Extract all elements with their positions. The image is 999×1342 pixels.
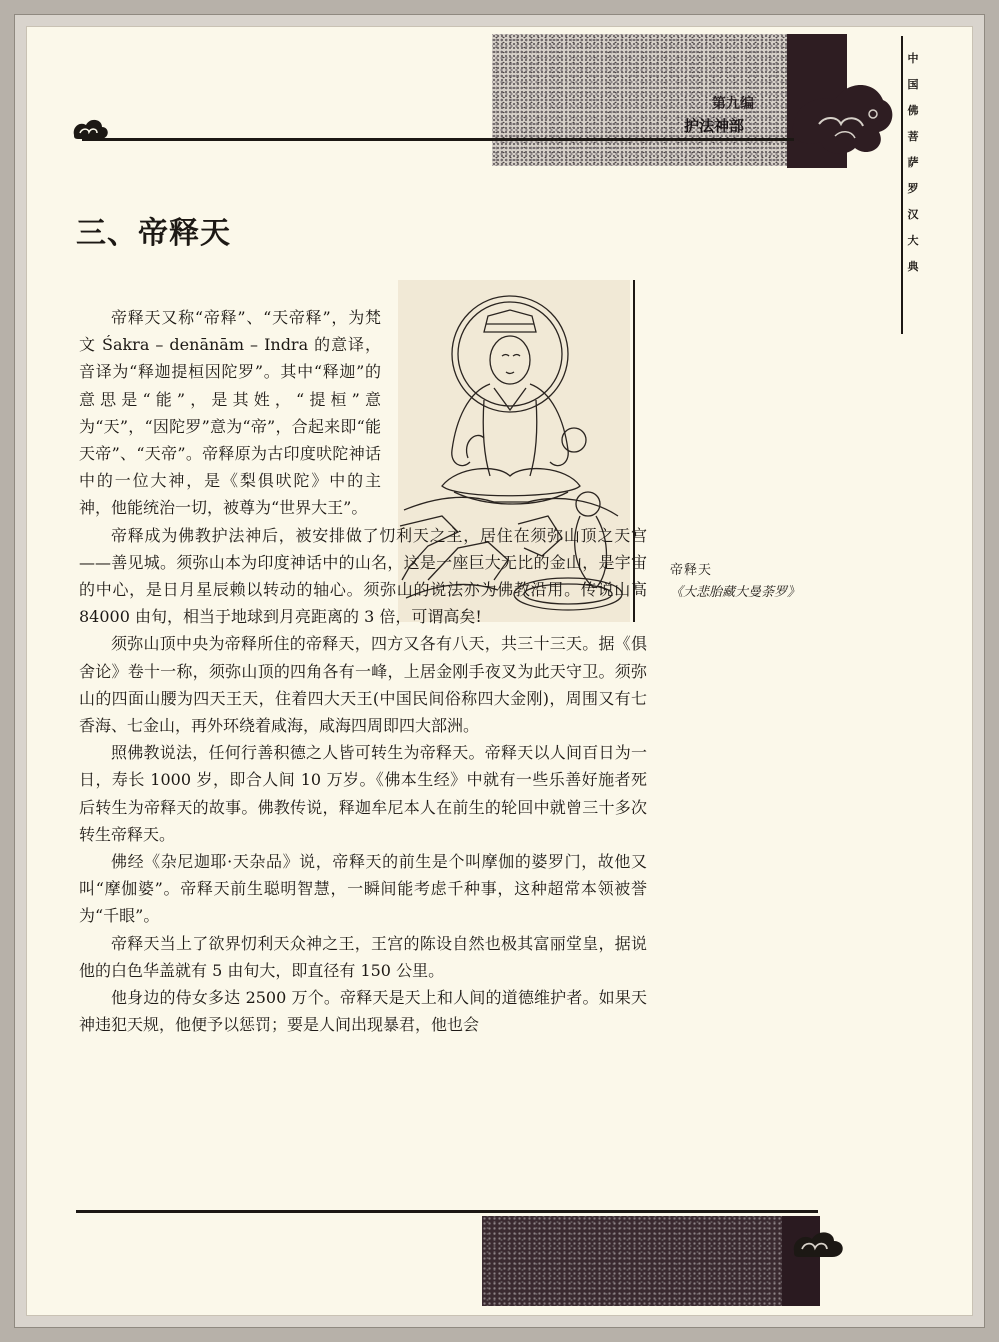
header-section-label: 护法神部 (684, 117, 745, 135)
paragraph: 佛经《杂尼迦耶·天杂品》说，帝释天的前生是个叫摩伽的婆罗门，故他又叫“摩伽婆”。帝释天前生聪明智慧，一瞬间能考虑千种事，这种超常本领被誉为“千眼”。 (79, 852, 647, 926)
side-vertical-rule (901, 36, 903, 334)
paragraph: 他身边的侍女多达 2500 万个。帝释天是天上和人间的道德维护者。如果天神违犯天规，他便予以惩罚；要是人间出现暴君，他也会 (79, 988, 647, 1035)
footer-texture-block (482, 1216, 820, 1306)
header-part-label: 第九编 (712, 96, 754, 112)
chapter-title: 三、帝释天 (76, 216, 231, 251)
header-rule (82, 138, 794, 141)
paragraph: 须弥山顶中央为帝释所住的帝释天，四方又各有八天，共三十三天。据《俱舍论》卷十一称，须弥山顶的四角各有一峰，上居金刚手夜叉为此天守卫。须弥山的四面山腰为四天王天，住着四大天王(中国民间俗称四大金刚)，周围又有七香海、七金山，再外环绕着咸海，咸海四周即四大部洲。 (79, 634, 647, 736)
side-book-title: 中国佛菩萨罗汉大典 (907, 52, 919, 273)
header-flourish-ornament (775, 66, 899, 162)
paragraph: 帝释天当上了欲界忉利天众神之王，王宫的陈设自然也极其富丽堂皇，据说他的白色华盖就有 5 由旬大，即直径有 150 公里。 (79, 933, 647, 980)
body-text (79, 304, 647, 1038)
figure-caption (670, 560, 800, 604)
figure-caption-source: 《大悲胎藏大曼荼罗》 (670, 585, 801, 600)
footer-cloud-ornament-icon (790, 1227, 846, 1261)
figure-caption-title: 帝释天 (670, 563, 713, 578)
footer-rule (76, 1210, 818, 1213)
paragraph: 照佛教说法，任何行善积德之人皆可转生为帝释天。帝释天以人间百日为一日，寿长 1000 岁，即合人间 10 万岁。《佛本生经》中就有一些乐善好施者死后转生为帝释天的故事。佛教传说，释迦牟尼本人在前生的轮回中就曾三十多次转生帝释天。 (79, 743, 647, 844)
paragraph: 帝释天又称“帝释”、“天帝释”，为梵文 Śakra – denānām – Indra 的意译，音译为“释迦提桓因陀罗”。其中“释迦”的意思是“能”，是其姓，“提桓”意为“天”，“因陀罗”意为“帝”，合起来即“能天帝”、“天帝”。帝释原为古印度吠陀神话中的一位大神，是《梨俱吠陀》中的主神，他能统治一切，被尊为“世界大王”。 (79, 308, 381, 518)
cloud-ornament-icon (70, 117, 110, 143)
paragraph: 帝释成为佛教护法神后，被安排做了忉利天之主，居住在须弥山顶之天宫——善见城。须弥山本为印度神话中的山名，这是一座巨大无比的金山，是宇宙的中心，是日月星辰赖以转动的轴心。须弥山的说法亦为佛教沿用。传说山高 84000 由旬，相当于地球到月亮距离的 3 倍，可谓高矣! (79, 525, 647, 627)
